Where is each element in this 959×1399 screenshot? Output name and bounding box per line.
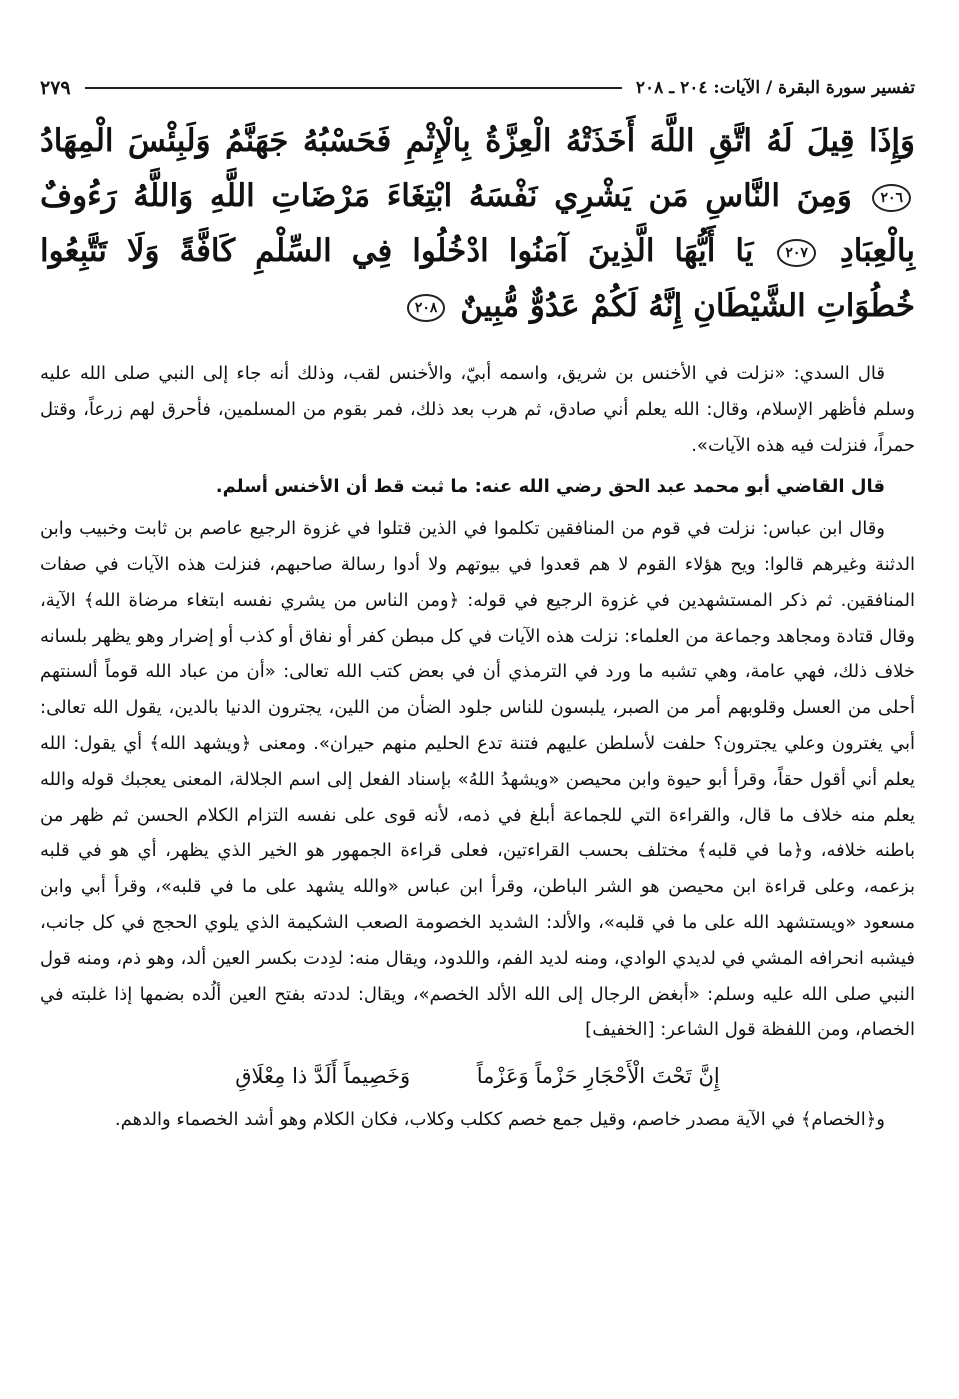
quran-verses	[40, 114, 915, 334]
verse-206-text: وَإِذَا قِيلَ لَهُ اتَّقِ اللَّهَ أَخَذَتْهُ الْعِزَّةُ بِالْإِثْمِ فَحَسْبُهُ جَهَنَّمُ وَلَبِئْسَ الْمِهَادُ	[40, 123, 915, 159]
paragraph-suddi: قال السدي: «نزلت في الأخنس بن شريق، واسمه أبيّ، والأخنس لقب، وذلك أنه جاء إلى النبي صلى الله عليه وسلم فأظهر الإسلام، وقال: الله يعلم أني صادق، ثم هرب بعد ذلك، فمر بقوم من المسلمين، فأحرق لهم زرعاً، وقتل حمراً، فنزلت فيه هذه الآيات».	[40, 363, 915, 456]
verse-207-text: وَمِنَ النَّاسِ مَن يَشْرِي نَفْسَهُ ابْتِغَاءَ مَرْضَاتِ اللَّهِ وَاللَّهُ رَءُوفٌ بِالْعِبَادِ	[40, 178, 915, 269]
header-title: تفسير سورة البقرة / الآيات: ٢٠٤ ـ ٢٠٨	[635, 78, 915, 98]
poem-second-hemistich: وَخَصِيماً أَلَدَّ ذا مِعْلَاقِ	[235, 1064, 411, 1089]
paragraph-khisam: و﴿الخصام﴾ في الآية مصدر خاصم، وقيل جمع خصم ككلب وكلاب، فكان الكلام وهو أشد الخصماء والدهم.	[114, 1109, 885, 1131]
ayah-marker-207: ٢٠٧	[777, 239, 816, 267]
paragraph-ibn-abbas: وقال ابن عباس: نزلت في قوم من المنافقين تكلموا في الذين قتلوا في غزوة الرجيع عاصم بن ثابت وخبيب وابن الدثنة وغيرهم قالوا: ويح هؤلاء القوم لا هم قعدوا في بيوتهم ولا أدوا رسالة صاحبهم، فنزلت هذه الآيات في صفات المنافقين. ثم ذكر المستشهدين في غزوة الرجيع في قوله: ﴿ومن الناس من يشري نفسه ابتغاء مرضاة الله﴾ الآية، وقال قتادة ومجاهد وجماعة من العلماء: نزلت هذه الآيات في كل مبطن كفر أو نفاق أو كذب أو إضرار وهو يظهر بلسانه خلاف ذلك، فهي عامة، وهي تشبه ما ورد في الترمذي أن في بعض كتب الله تعالى: «أن من عباد الله قوماً ألسنتهم أحلى من العسل وقلوبهم أمر من الصبر، يلبسون للناس جلود الضأن من اللين، يجترون الدنيا بالدين، يقول الله تعالى: أبي يغترون وعلي يجترون؟ حلفت لأسلطن عليهم فتنة تدع الحليم منهم حيران». ومعنى ﴿ويشهد الله﴾ أي يقول: الله يعلم أني أقول حقاً، وقرأ أبو حيوة وابن محيصن «ويشهدُ اللهُ» بإسناد الفعل إلى اسم الجلالة، المعنى يعجبك قوله والله يعلم منه خلاف ما قال، والقراءة التي للجماعة أبلغ في ذمه، لأنه قوى على نفسه التزام الكلام الحسن ثم ظهر من باطنه خلافه، و﴿ما في قلبه﴾ مختلف بحسب القراءتين، فعلى قراءة الجمهور هو الخير الذي يظهر، أي هو في قلبه بزعمه، وعلى قراءة ابن محيصن هو الشر الباطن، وقرأ ابن عباس «والله يشهد على ما في قلبه»، وقرأ أبي وابن مسعود «ويستشهد الله على ما في قلبه»، والألد: الشديد الخصومة الصعب الشكيمة الذي يلوي الحجج في كل جانب، فيشبه انحرافه المشي في لديدي الوادي، ومنه لديد الفم، واللدود، ويقال منه: لدِدت بكسر العين ألد، وهو ذم، ومنه قول النبي صلى الله عليه وسلم: «أبغض الرجال إلى الله الألد الخصم»، ويقال: لددته بفتح العين ألُده بضمها إذا غلبته في الخصام، ومن اللفظة قول الشاعر: [الخفيف]	[40, 518, 915, 1041]
verse-208-text: يَا أَيُّهَا الَّذِينَ آمَنُوا ادْخُلُوا فِي السِّلْمِ كَافَّةً وَلَا تَتَّبِعُوا خُطُوَاتِ الشَّيْطَانِ إِنَّهُ لَكُمْ عَدُوٌّ مُّبِينٌ	[40, 233, 915, 324]
running-header	[40, 70, 915, 106]
page-number: ٢٧٩	[40, 77, 71, 99]
ayah-marker-206: ٢٠٦	[872, 184, 911, 212]
header-rule	[85, 87, 622, 89]
commentary	[40, 356, 915, 1138]
poem-verse	[40, 1054, 915, 1098]
ayah-marker-208: ٢٠٨	[407, 294, 446, 322]
poem-first-hemistich: إِنَّ تَحْتَ الْأَحْجَارِ حَزْماً وَعَزْماً	[476, 1064, 720, 1089]
paragraph-qadi: قال القاضي أبو محمد عبد الحق رضي الله عنه: ما ثبت قط أن الأخنس أسلم.	[215, 476, 885, 498]
